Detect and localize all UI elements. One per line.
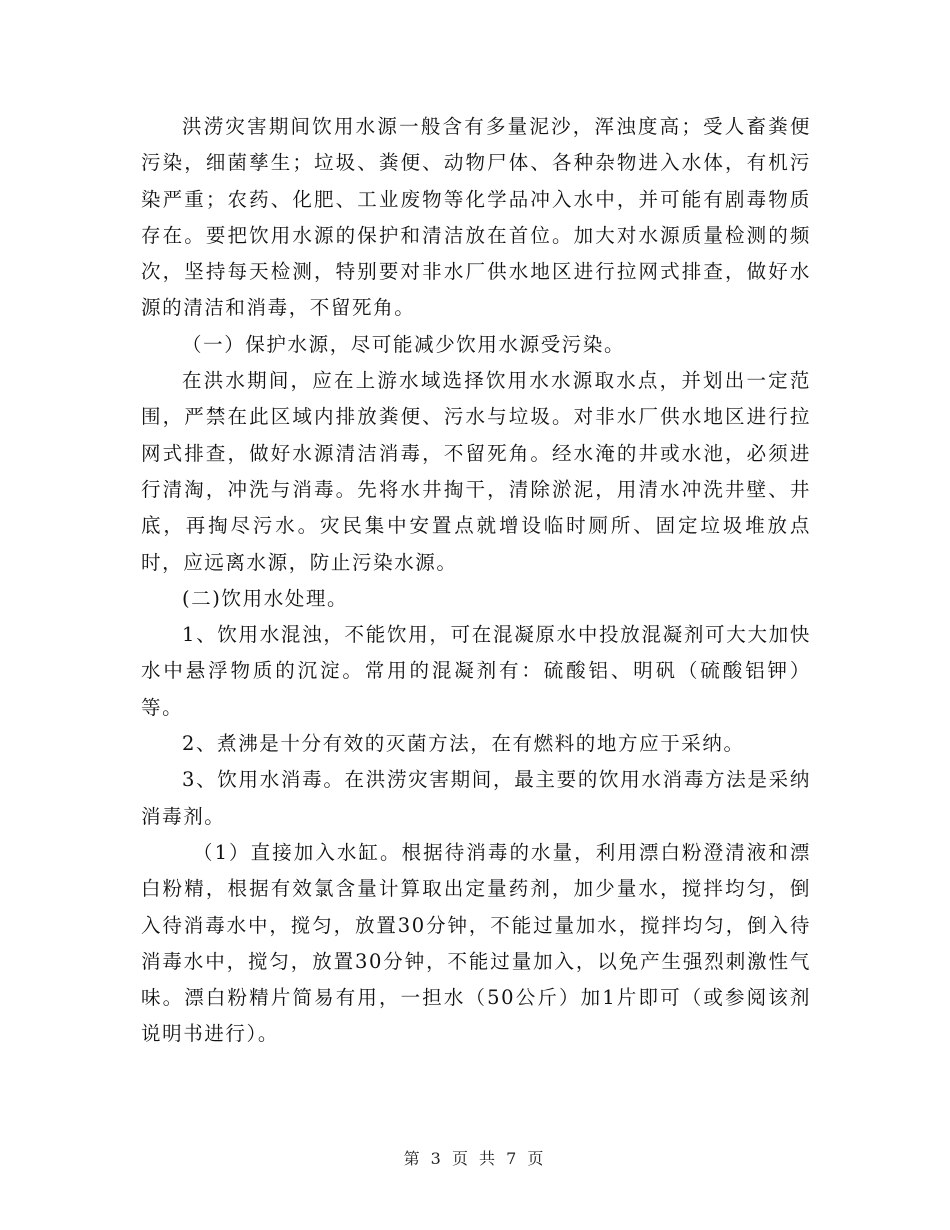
heading-protect-water-source: （一）保护水源，尽可能减少饮用水源受污染。: [182, 332, 626, 356]
document-body: [141, 109, 811, 1053]
paragraph-subitem-1-water-tank: （1）直接加入水缸。根据待消毒的水量，利用漂白粉澄清液和漂白粉精，根据有效氯含量计算取出定量药剂，加少量水，搅拌均匀，倒入待消毒水中，搅匀，放置30分钟，不能过量加水，搅拌均匀，倒入待消毒水中，搅匀，放置30分钟，不能过量加入，以免产生强烈刺激性气味。漂白粉精片简易有用，一担水（50公斤）加1片即可（或参阅该剂说明书进行）。: [141, 840, 811, 1046]
page-number-footer: 第 3 页 共 7 页: [403, 1149, 547, 1168]
paragraph-item-1-coagulation: 1、饮用水混浊，不能饮用，可在混凝原水中投放混凝剂可大大加快水中悬浮物质的沉淀。常用的混凝剂有：硫酸铝、明矾（硫酸铝钾）等。: [141, 623, 811, 719]
paragraph-flood-period: 在洪水期间，应在上游水域选择饮用水水源取水点，并划出一定范围，严禁在此区域内排放粪便、污水与垃圾。对非水厂供水地区进行拉网式排查，做好水源清洁消毒，不留死角。经水淹的井或水池，必须进行清淘，冲洗与消毒。先将水井掏干，清除淤泥，用清水冲洗井壁、井底，再掏尽污水。灾民集中安置点就增设临时厕所、固定垃圾堆放点时，应远离水源，防止污染水源。: [141, 369, 811, 574]
paragraph-intro: 洪涝灾害期间饮用水源一般含有多量泥沙，浑浊度高；受人畜粪便污染，细菌孳生；垃圾、粪便、动物尸体、各种杂物进入水体，有机污染严重；农药、化肥、工业废物等化学品冲入水中，并可能有剧毒物质存在。要把饮用水源的保护和清洁放在首位。加大对水源质量检测的频次，坚持每天检测，特别要对非水厂供水地区进行拉网式排查，做好水源的清洁和消毒，不留死角。: [141, 115, 811, 320]
heading-water-treatment: (二)饮用水处理。: [182, 586, 349, 610]
paragraph-item-3-disinfection: 3、饮用水消毒。在洪涝灾害期间，最主要的饮用水消毒方法是采纳消毒剂。: [141, 768, 811, 828]
paragraph-item-2-boiling: 2、煮沸是十分有效的灭菌方法，在有燃料的地方应于采纳。: [182, 732, 745, 756]
